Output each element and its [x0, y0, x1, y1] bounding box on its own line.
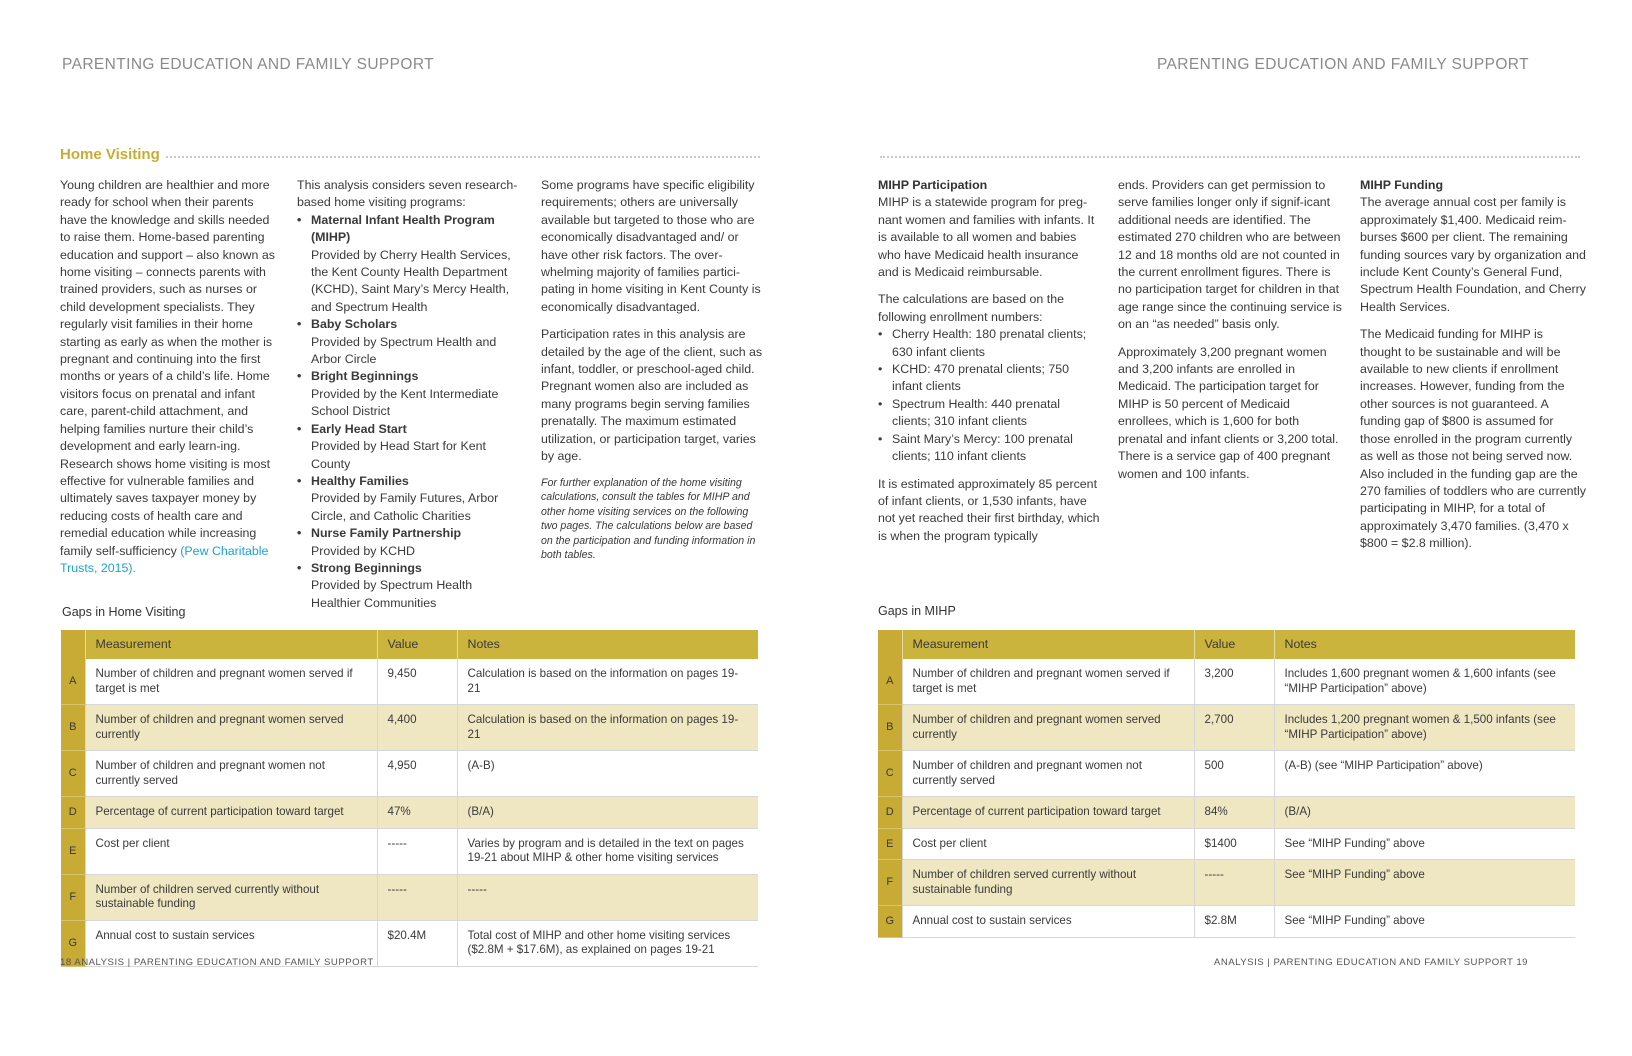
table-row [61, 828, 758, 874]
table-header-notes: Notes [1274, 630, 1575, 659]
row-measurement: Percentage of current participation toward target [85, 797, 377, 829]
program-item [297, 368, 519, 420]
row-notes: Includes 1,600 pregnant women & 1,600 infants (see “MIHP Participation” above) [1274, 659, 1575, 705]
row-value: ----- [377, 828, 457, 874]
column-programs [297, 177, 519, 612]
program-item [297, 421, 519, 473]
row-notes: See “MIHP Funding” above [1274, 860, 1575, 906]
row-notes: (B/A) [457, 797, 758, 829]
programs-intro: This analysis considers seven research-based home visiting programs: [297, 178, 518, 210]
column-mihp-funding [1360, 177, 1586, 563]
programs-list [297, 212, 519, 612]
row-measurement: Number of children served currently without sustainable funding [85, 874, 377, 920]
row-value: 4,950 [377, 751, 457, 797]
mihp-funding-heading: MIHP Funding [1360, 178, 1444, 192]
row-notes: Total cost of MIHP and other home visiting services ($2.8M + $17.6M), as explained on pages 19-21 [457, 920, 758, 966]
program-name: • Strong Beginnings [311, 560, 422, 575]
program-name: • Nurse Family Partnership [311, 526, 462, 541]
gaps-mihp-table [878, 630, 1575, 938]
program-item [297, 212, 519, 316]
program-provider: Provided by KCHD [311, 543, 415, 558]
row-value: 500 [1194, 751, 1274, 797]
row-measurement: Number of children and pregnant women served if target is met [902, 659, 1194, 705]
enrollment-item: • Cherry Health: 180 prenatal clients; 630 infant clients [878, 326, 1100, 361]
calculations-text: The calculations are based on the following enrollment numbers: [878, 292, 1064, 324]
row-notes: Varies by program and is detailed in the text on pages 19-21 about MIHP & other home visiting services [457, 828, 758, 874]
row-measurement: Annual cost to sustain services [902, 906, 1194, 938]
row-letter: F [878, 860, 902, 906]
eligibility-text: Some programs have specific eligibility requirements; others are universally available but targeted to those who are economically disadvantaged and/ or have other risk factors. The over-whelming majority of families partici-pating in home visiting in Kent County is economically disadvantaged. [541, 178, 761, 314]
table-header-value: Value [377, 630, 457, 659]
table-header-letter [878, 630, 902, 659]
citation-link[interactable]: (Pew Charitable Trusts, 2015). [60, 543, 269, 575]
table-row [61, 705, 758, 751]
service-extension-text: ends. Providers can get permission to serve families longer only if signif-icant additional needs are identified. The estimated 270 children who are between 12 and 18 months old are not counted in the current enrollment figures. There is no participation target for children in that age range since the continuing service is on an “as needed” basis only. [1118, 178, 1342, 332]
footer-right: ANALYSIS | PARENTING EDUCATION AND FAMILY SUPPORT 19 [1213, 957, 1528, 968]
enrollment-item: • KCHD: 470 prenatal clients; 750 infant clients [878, 361, 1100, 396]
table-title-mihp: Gaps in MIHP [878, 604, 956, 618]
row-value: 84% [1194, 797, 1274, 829]
dotted-rule [166, 156, 760, 158]
row-notes: ----- [457, 874, 758, 920]
row-measurement: Percentage of current participation toward target [902, 797, 1194, 829]
table-row [878, 705, 1575, 751]
row-notes: Calculation is based on the information on pages 19-21 [457, 705, 758, 751]
row-letter: B [878, 705, 902, 751]
program-provider: Provided by Spectrum Health Healthier Communities [311, 578, 473, 610]
enrollment-item: • Saint Mary’s Mercy: 100 prenatal clients; 110 infant clients [878, 431, 1100, 466]
program-provider: Provided by Family Futures, Arbor Circle, and Catholic Charities [311, 491, 499, 523]
program-name: • Baby Scholars [311, 317, 398, 332]
row-measurement: Cost per client [85, 828, 377, 874]
mihp-funding-text: The average annual cost per family is approximately $1,400. Medicaid reim-burses $600 per client. The remaining funding sources vary by organization and include Kent County’s General Fund, Spectrum Health Foundation, and Cherry Health Services. [1360, 195, 1586, 314]
further-explanation-note: For further explanation of the home visiting calculations, consult the tables for MIHP and other home visiting services on the following two pages. The calculations below are based on the participation and funding information in both tables. [541, 476, 756, 562]
table-row [61, 797, 758, 829]
mihp-participation-text: MIHP is a statewide program for preg-nant women and families with infants. It is available to all women and babies who have Medicaid health insurance and is Medicaid reimbursable. [878, 195, 1095, 280]
table-row [878, 828, 1575, 860]
table-header-value: Value [1194, 630, 1274, 659]
row-notes: See “MIHP Funding” above [1274, 828, 1575, 860]
dotted-rule-right [880, 156, 1580, 158]
program-item [297, 525, 519, 560]
column-mihp-participation [878, 177, 1100, 555]
table-row [878, 797, 1575, 829]
row-letter: F [61, 874, 85, 920]
row-notes: (A-B) (see “MIHP Participation” above) [1274, 751, 1575, 797]
row-measurement: Number of children and pregnant women served if target is met [85, 659, 377, 705]
section-title-row [60, 146, 760, 163]
table-row [878, 860, 1575, 906]
program-item [297, 316, 519, 368]
row-letter: B [61, 705, 85, 751]
table-row [878, 906, 1575, 938]
row-letter: A [61, 659, 85, 705]
medicaid-funding-text: The Medicaid funding for MIHP is thought to be sustainable and will be available to new clients if enrollment increases. However, funding from the other sources is not guaranteed. A funding gap of $800 is assumed for those enrolled in the program currently as well as those not being served now. Also included in the funding gap are the 270 families of toddlers who are currently participating in MIHP, for a total of approximately 3,470 families. (3,470 x $800 = $2.8 million). [1360, 327, 1586, 551]
column-eligibility [541, 177, 763, 573]
section-title: Home Visiting [60, 146, 160, 163]
row-measurement: Number of children and pregnant women served currently [902, 705, 1194, 751]
row-value: $2.8M [1194, 906, 1274, 938]
row-value: 9,450 [377, 659, 457, 705]
row-measurement: Number of children and pregnant women not currently served [85, 751, 377, 797]
row-measurement: Number of children and pregnant women served currently [85, 705, 377, 751]
row-measurement: Number of children and pregnant women not currently served [902, 751, 1194, 797]
column-mihp-continued [1118, 177, 1342, 493]
table-row [878, 751, 1575, 797]
mihp-participation-heading: MIHP Participation [878, 178, 988, 192]
column-intro [60, 177, 278, 587]
table-row [61, 874, 758, 920]
row-letter: A [878, 659, 902, 705]
table-header-letter [61, 630, 85, 659]
program-name: • Maternal Infant Health Program (MIHP) [311, 212, 495, 245]
program-name: • Bright Beginnings [311, 369, 419, 384]
program-provider: Provided by Cherry Health Services, the Kent County Health Department (KCHD), Saint Mary’s Mercy Health, and Spectrum Health [311, 247, 511, 314]
row-letter: E [61, 828, 85, 874]
row-value: 4,400 [377, 705, 457, 751]
row-letter: C [61, 751, 85, 797]
enrollment-item: • Spectrum Health: 440 prenatal clients; 310 infant clients [878, 396, 1100, 431]
program-item [297, 473, 519, 525]
table-row [61, 659, 758, 705]
program-provider: Provided by the Kent Intermediate School District [311, 386, 499, 419]
table-header-notes: Notes [457, 630, 758, 659]
medicaid-enrollment-text: Approximately 3,200 pregnant women and 3,200 infants are enrolled in Medicaid. The participation target for MIHP is 50 percent of Medicaid enrollees, which is 1,600 for both prenatal and infant clients or 3,200 total. There is a service gap of 400 pregnant women and 100 infants. [1118, 344, 1339, 481]
participation-text: Participation rates in this analysis are detailed by the age of the client, such as infant, toddler, or preschool-aged child. Pregnant women also are included as many programs begin serving families prenatally. The maximum estimated utilization, or participation target, varies by age. [541, 327, 763, 464]
gaps-home-visiting-table [61, 630, 758, 967]
table-row [878, 659, 1575, 705]
footer-left: 18 ANALYSIS | PARENTING EDUCATION AND FAMILY SUPPORT [60, 957, 374, 968]
page-header-left: PARENTING EDUCATION AND FAMILY SUPPORT [62, 56, 435, 73]
intro-text: Young children are healthier and more ready for school when their parents have the knowledge and skills needed to raise them. Home-based parenting education and support – also known as home visiting – connects parents with trained providers, such as nurses or child development specialists. They regularly visit families in their home starting as early as when the mother is pregnant and continuing into the first months or years of a child’s life. Home visitors focus on prenatal and infant care, parent-child attachment, and helping families nurture their child’s development and early learn-ing. Research shows home visiting is most effective for vulnerable families and ultimately saves taxpayer money by reducing costs of health care and remedial education while increasing family self-sufficiency [60, 178, 275, 558]
row-value: 2,700 [1194, 705, 1274, 751]
row-letter: C [878, 751, 902, 797]
table-row [61, 751, 758, 797]
row-notes: (A-B) [457, 751, 758, 797]
row-measurement: Number of children served currently without sustainable funding [902, 860, 1194, 906]
row-letter: D [878, 797, 902, 829]
row-notes: (B/A) [1274, 797, 1575, 829]
row-notes: Calculation is based on the information on pages 19-21 [457, 659, 758, 705]
program-item [297, 560, 519, 612]
program-name: • Healthy Families [311, 473, 409, 488]
row-value: $20.4M [377, 920, 457, 966]
program-provider: Provided by Spectrum Health and Arbor Circle [311, 334, 497, 367]
row-letter: E [878, 828, 902, 860]
page-header-right: PARENTING EDUCATION AND FAMILY SUPPORT [1156, 56, 1529, 73]
infant-estimate-text: It is estimated approximately 85 percent of infant clients, or 1,530 infants, have not yet reached their first birthday, which is when the program typically [878, 476, 1100, 543]
row-value: 3,200 [1194, 659, 1274, 705]
table-header-measurement: Measurement [902, 630, 1194, 659]
row-value: 47% [377, 797, 457, 829]
row-measurement: Annual cost to sustain services [85, 920, 377, 966]
program-provider: Provided by Head Start for Kent County [311, 439, 486, 471]
row-letter: D [61, 797, 85, 829]
program-name: • Early Head Start [311, 421, 407, 436]
table-title-home-visiting: Gaps in Home Visiting [62, 605, 186, 619]
row-notes: Includes 1,200 pregnant women & 1,500 infants (see “MIHP Participation” above) [1274, 705, 1575, 751]
row-notes: See “MIHP Funding” above [1274, 906, 1575, 938]
table-header-measurement: Measurement [85, 630, 377, 659]
row-letter: G [61, 920, 85, 966]
enrollment-list [878, 326, 1100, 465]
row-measurement: Cost per client [902, 828, 1194, 860]
row-value: ----- [1194, 860, 1274, 906]
row-value: $1400 [1194, 828, 1274, 860]
row-value: ----- [377, 874, 457, 920]
row-letter: G [878, 906, 902, 938]
